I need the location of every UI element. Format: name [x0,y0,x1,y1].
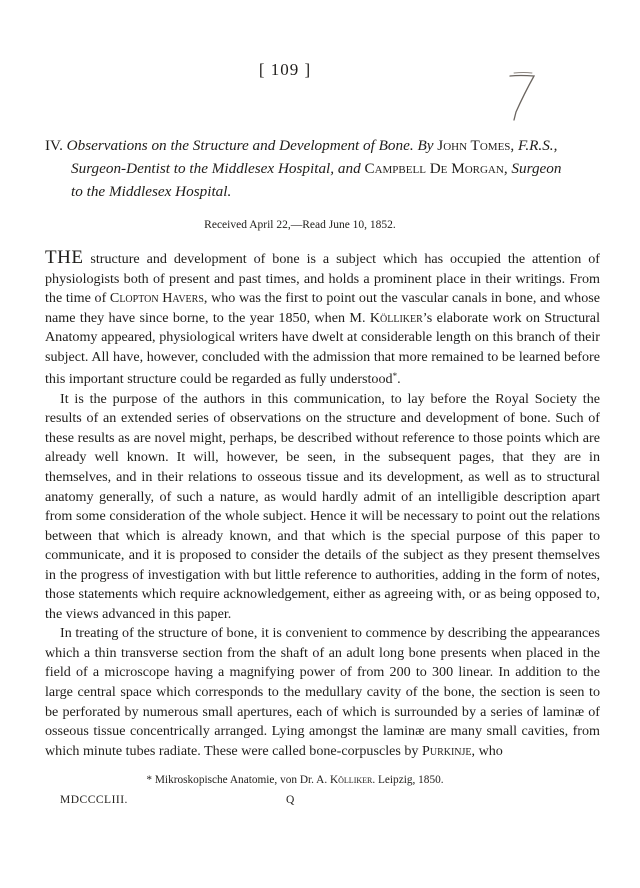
author-1-name: John Tomes [437,137,511,154]
title-main: Observations on the Structure and Development of Bone. [66,137,414,154]
footnote-author: Kölliker [329,774,373,786]
author-2-role-end: to the Middlesex Hospital. [71,183,232,200]
page-number: [ 109 ] [258,60,312,79]
received-date: Received April 22,—Read June 10, 1852. [204,219,396,231]
author-1-credentials: F.R.S., [518,137,558,154]
volume-year: MDCCCLIII. [60,794,128,806]
body-text [45,248,600,761]
footnote: * Mikroskopische Anatomie, von Dr. A. Kölliker. Leipzig, 1850. [146,774,444,786]
handwritten-folio-number [496,64,536,124]
title-line-1: IV. Observations on the Structure and Development of Bone. By John Tomes, F.R.S., [45,137,558,154]
footnote-mark: * [146,774,153,786]
title-line-3 [45,180,600,203]
page-footer [60,794,540,810]
article-numeral: IV. [45,137,63,154]
opening-word: THE [45,247,84,268]
article-title [45,134,600,203]
author-1-role: Surgeon-Dentist to the Middlesex Hospital, [71,160,335,177]
paragraph-3: In treating of the structure of bone, it is convenient to commence by describing the appearances which a thin transverse section from the shaft of an adult long bone presents when placed in the field of a microscope having a magnifying power of from 200 to 300 linear. In addition to the large central space which corresponds to the medullary cavity of the bone, the section is seen to be perforated by numerous small apertures, each of which is surrounded by a series of laminæ of osseous tissue concentrically arranged. Lying amongst the laminæ are many small cavities, from which minute tubes radiate. These were called bone-corpuscles by Purkinje, who [45,625,600,759]
title-line-2: Surgeon-Dentist to the Middlesex Hospital, and Campbell De Morgan, Surgeon [71,160,562,177]
paragraph-1: THE structure and development of bone is a subject which has occupied the attention of physiologists both of present and past times, and holds a prominent place in their writings. From the time of Clopton Havers, who was the first to point out the vascular canals in bone, and whose name they have since borne, to the year 1850, when M. Kölliker’s elaborate work on Structural Anatomy appeared, physiological writers have dwelt at considerable length on this branch of their subject. All have, however, concluded with the admission that more remained to be learned before this important structure could be regarded as fully understood*. [45,247,601,388]
author-2-name: Campbell De Morgan [364,160,504,177]
footnote-reference: * [392,371,398,382]
name-purkinje: Purkinje [422,742,472,759]
title-and: and [337,160,361,177]
author-2-role-start: Surgeon [511,160,562,177]
name-kolliker: Kölliker [369,309,423,326]
signature-mark: Q [286,794,295,806]
paragraph-2: It is the purpose of the authors in this communication, to lay before the Royal Society the results of an extended series of observations on the structure and development of bone. Such of these results as are novel might, perhaps, be described without reference to those points which are already well known. It will, however, be seen, in the subsequent pages, that they are in themselves, and in their relations to osseous tissue and its development, as well as to structural anatomy generally, of such a nature, as would hardly admit of an intelligible description apart from some consideration of the whole subject. Hence it will be necessary to point out the relations between that which is already known, and that which is the special purpose of this paper to communicate, and it is proposed to consider the details of the subject as they present themselves in the progress of investigation with but little reference to authorities, adding in the form of notes, those statements which require acknowledgement, either as agreeing with, or as being opposed to, the views advanced in this paper. [45,390,600,622]
name-havers: Clopton Havers [109,290,204,307]
title-by: By [417,137,434,154]
